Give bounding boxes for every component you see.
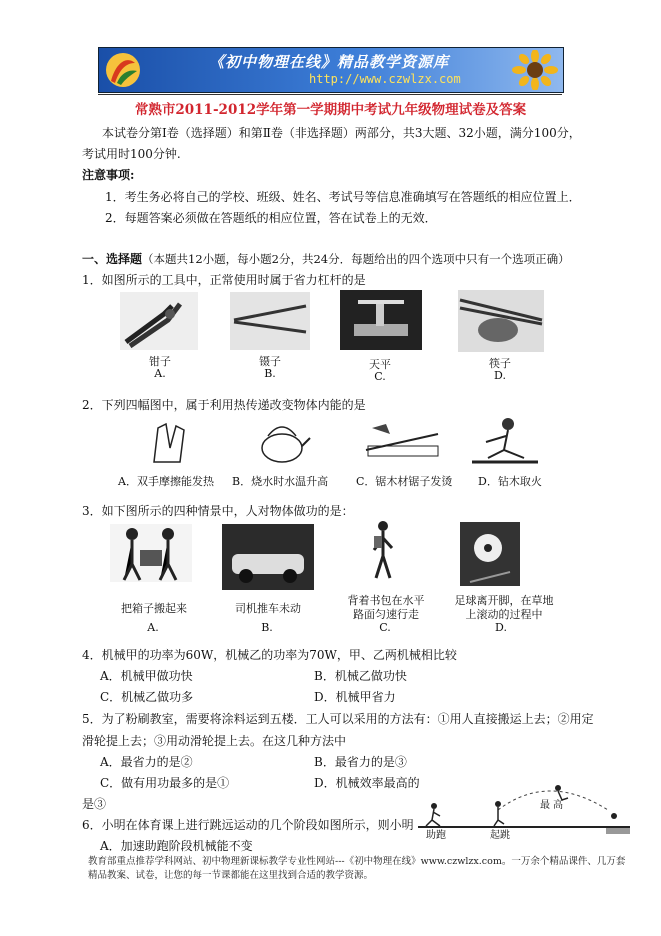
note-2: 2．每题答案必须做在答题纸的相应位置，答在试卷上的无效． bbox=[105, 211, 437, 225]
q6-option-a: A．加速助跑阶段机械能不变 bbox=[100, 839, 253, 853]
q1-letter-d: D. bbox=[494, 369, 506, 382]
q1-name-d: 筷子 bbox=[489, 357, 511, 370]
q3-lift-box-image bbox=[110, 524, 192, 582]
q1-pliers-image bbox=[120, 292, 198, 350]
header-banner bbox=[98, 47, 564, 93]
q5-stem-line2: 滑轮提上去；③用动滑轮提上去。在这几种方法中 bbox=[82, 734, 347, 748]
note-1: 1．考生务必将自己的学校、班级、姓名、考试号等信息准确填写在答题纸的相应位置上． bbox=[105, 190, 581, 204]
q6-stem: 6．小明在体育课上进行跳远运动的几个阶段如图所示，则小明 bbox=[82, 818, 414, 832]
banner-url[interactable]: http://www.czwlzx.com bbox=[309, 72, 461, 86]
q1-letter-c: C. bbox=[374, 370, 386, 383]
q3-football-image bbox=[460, 522, 520, 586]
q3-caption-c1: 背着书包在水平 bbox=[347, 594, 425, 607]
section1-heading: 一、选择题 bbox=[82, 252, 143, 266]
q4-option-a: A．机械甲做功快 bbox=[100, 669, 193, 683]
q5-option-c: C．做有用功最多的是① bbox=[100, 776, 230, 790]
intro-line-1: 本试卷分第Ⅰ卷（选择题）和第Ⅱ卷（非选择题）两部分，共3大题、32小题，满分100分， bbox=[102, 126, 581, 140]
banner-title: 《初中物理在线》精品教学资源库 bbox=[209, 53, 450, 71]
q6-label-jump: 起跳 bbox=[490, 830, 510, 841]
q5-option-b: B．最省力的是③ bbox=[314, 755, 407, 769]
section1-header bbox=[82, 250, 570, 267]
q3-stem: 3．如下图所示的四种情景中，人对物体做功的是： bbox=[82, 504, 354, 518]
q3-caption-d1: 足球离开脚，在草地 bbox=[454, 594, 554, 607]
q6-label-top: 最 高 bbox=[540, 800, 564, 811]
q2-hands-image bbox=[148, 418, 194, 466]
q4-option-d: D．机械甲省力 bbox=[314, 690, 396, 704]
q2-drill-image bbox=[468, 414, 540, 466]
q3-caption-d2: 上滚动的过程中 bbox=[465, 608, 543, 621]
q1-letter-a: A. bbox=[154, 367, 166, 380]
footer-note: 教育部重点推荐学科网站、初中物理新课标教学专业性网站---《初中物理在线》www.czwlzx.com。一万余个精品课件、几万套精品教案、试卷，让您的每一节课都能在这里找到合适的教学资源。 bbox=[88, 856, 626, 881]
q3-caption-a: 把箱子搬起来 bbox=[121, 602, 187, 615]
q6-long-jump-image bbox=[418, 780, 630, 836]
q2-option-a: A．双手摩擦能发热 bbox=[118, 475, 214, 488]
sunflower-icon bbox=[511, 50, 559, 90]
q2-saw-image bbox=[362, 420, 442, 464]
q1-stem: 1．如图所示的工具中，正常使用时属于省力杠杆的是 bbox=[82, 273, 366, 287]
q2-stem: 2．下列四幅图中，属于利用热传递改变物体内能的是 bbox=[82, 398, 366, 412]
q4-option-c: C．机械乙做功多 bbox=[100, 690, 194, 704]
q1-letter-b: B. bbox=[264, 367, 276, 380]
site-logo-icon bbox=[103, 51, 143, 89]
q3-letter-d: D. bbox=[495, 621, 507, 634]
q5-option-d: D．机械效率最高的 bbox=[314, 776, 420, 790]
q1-chopsticks-image bbox=[458, 290, 544, 352]
q1-balance-image bbox=[340, 290, 422, 350]
q5-option-a: A．最省力的是② bbox=[100, 755, 193, 769]
q5-option-d-tail: 是③ bbox=[82, 797, 107, 811]
q2-option-b: B．烧水时水温升高 bbox=[232, 475, 329, 488]
q1-name-c: 天平 bbox=[369, 358, 391, 371]
q6-label-run: 助跑 bbox=[426, 830, 446, 841]
q3-caption-c2: 路面匀速行走 bbox=[353, 608, 419, 621]
q3-push-car-image bbox=[222, 524, 314, 590]
q2-option-c: C．锯木材锯子发烫 bbox=[356, 475, 453, 488]
q1-name-b: 镊子 bbox=[259, 355, 281, 368]
q4-option-b: B．机械乙做功快 bbox=[314, 669, 407, 683]
q3-caption-b: 司机推车未动 bbox=[235, 602, 301, 615]
q1-name-a: 钳子 bbox=[149, 355, 171, 368]
q5-stem-line1: 5．为了粉刷教室，需要将涂料运到五楼．工人可以采用的方法有：①用人直接搬运上去；②用定 bbox=[82, 712, 594, 726]
q3-letter-a: A. bbox=[147, 621, 159, 634]
doc-title: 常熟市2011-2012学年第一学期期中考试九年级物理试卷及答案 bbox=[134, 102, 527, 118]
q2-kettle-image bbox=[252, 416, 312, 466]
q3-backpack-walk-image bbox=[366, 520, 400, 582]
header-divider bbox=[98, 94, 562, 95]
q4-stem: 4．机械甲的功率为60W，机械乙的功率为70W，甲、乙两机械相比较 bbox=[82, 648, 457, 662]
q1-tweezers-image bbox=[230, 292, 310, 350]
q3-letter-c: C. bbox=[379, 621, 391, 634]
intro-line-2: 考试用时100分钟. bbox=[82, 147, 181, 161]
notes-heading: 注意事项: bbox=[82, 168, 135, 182]
section1-desc: （本题共12小题，每小题2分，共24分．每题给出的四个选项中只有一个选项正确） bbox=[142, 252, 570, 266]
q3-letter-b: B. bbox=[261, 621, 273, 634]
q2-option-d: D．钻木取火 bbox=[478, 475, 542, 488]
